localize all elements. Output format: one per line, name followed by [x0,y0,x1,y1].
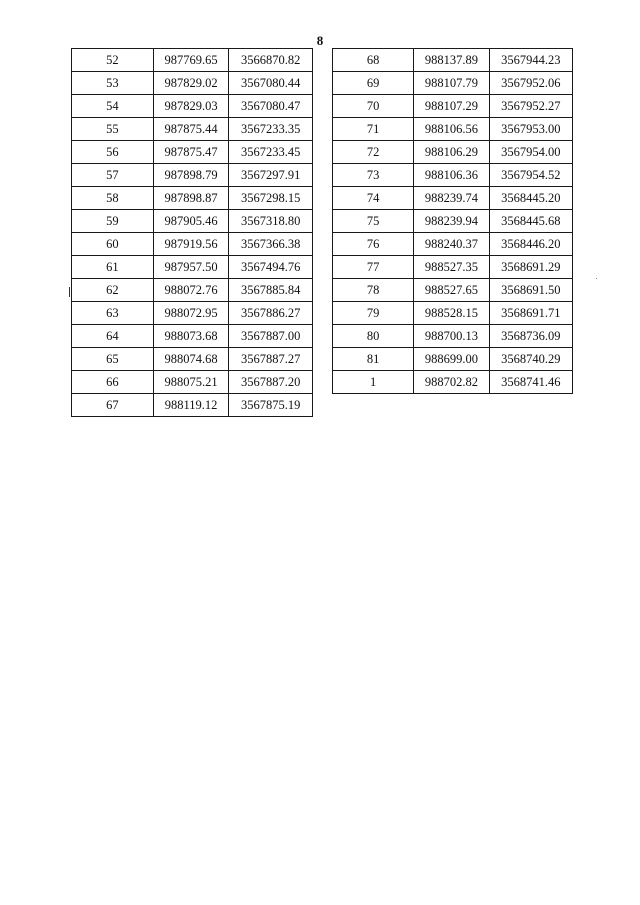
y-coordinate-cell: 3568445.68 [489,210,572,233]
point-number-cell: 81 [333,348,414,371]
y-coordinate-cell: 3567954.52 [489,164,572,187]
table-row [333,187,573,210]
table-row [72,279,313,302]
x-coordinate-cell: 988073.68 [153,325,229,348]
table-row [72,49,313,72]
point-number-cell: 61 [72,256,154,279]
table-row [333,210,573,233]
x-coordinate-cell: 988527.65 [414,279,489,302]
y-coordinate-cell: 3568691.29 [489,256,572,279]
point-number-cell: 79 [333,302,414,325]
point-number-cell: 52 [72,49,154,72]
point-number-cell: 74 [333,187,414,210]
table-body [72,49,313,417]
point-number-cell: 54 [72,95,154,118]
y-coordinate-cell: 3567494.76 [229,256,313,279]
point-number-cell: 76 [333,233,414,256]
x-coordinate-cell: 988528.15 [414,302,489,325]
scan-dot-mark [596,278,597,279]
y-coordinate-cell: 3567297.91 [229,164,313,187]
x-coordinate-cell: 988106.56 [414,118,489,141]
point-number-cell: 80 [333,325,414,348]
table-body [333,49,573,394]
table-row [72,72,313,95]
table-row [333,279,573,302]
point-number-cell: 73 [333,164,414,187]
point-number-cell: 63 [72,302,154,325]
point-number-cell: 56 [72,141,154,164]
x-coordinate-cell: 987875.47 [153,141,229,164]
y-coordinate-cell: 3567886.27 [229,302,313,325]
table-row [333,95,573,118]
x-coordinate-cell: 988119.12 [153,394,229,417]
table-row [333,325,573,348]
point-number-cell: 64 [72,325,154,348]
scan-edge-mark [69,287,70,297]
x-coordinate-cell: 988106.36 [414,164,489,187]
x-coordinate-cell: 987829.02 [153,72,229,95]
x-coordinate-cell: 987905.46 [153,210,229,233]
table-row [333,256,573,279]
x-coordinate-cell: 988527.35 [414,256,489,279]
point-number-cell: 57 [72,164,154,187]
x-coordinate-cell: 987769.65 [153,49,229,72]
table-row [333,302,573,325]
table-row [72,164,313,187]
table-row [72,302,313,325]
point-number-cell: 78 [333,279,414,302]
x-coordinate-cell: 987957.50 [153,256,229,279]
y-coordinate-cell: 3567318.80 [229,210,313,233]
point-number-cell: 55 [72,118,154,141]
table-row [72,210,313,233]
point-number-cell: 72 [333,141,414,164]
x-coordinate-cell: 987829.03 [153,95,229,118]
x-coordinate-cell: 988106.29 [414,141,489,164]
y-coordinate-cell: 3568691.50 [489,279,572,302]
y-coordinate-cell: 3567080.44 [229,72,313,95]
y-coordinate-cell: 3567952.06 [489,72,572,95]
point-number-cell: 58 [72,187,154,210]
table-row [72,256,313,279]
table-row [333,348,573,371]
table-row [72,394,313,417]
y-coordinate-cell: 3567952.27 [489,95,572,118]
point-number-cell: 77 [333,256,414,279]
y-coordinate-cell: 3568741.46 [489,371,572,394]
table-row [333,233,573,256]
x-coordinate-cell: 987919.56 [153,233,229,256]
table-row [333,371,573,394]
x-coordinate-cell: 988107.79 [414,72,489,95]
y-coordinate-cell: 3567233.35 [229,118,313,141]
y-coordinate-cell: 3567887.00 [229,325,313,348]
coordinates-table-left [71,48,313,417]
x-coordinate-cell: 988239.94 [414,210,489,233]
point-number-cell: 71 [333,118,414,141]
table-row [333,141,573,164]
y-coordinate-cell: 3566870.82 [229,49,313,72]
y-coordinate-cell: 3567298.15 [229,187,313,210]
x-coordinate-cell: 988700.13 [414,325,489,348]
table-row [72,118,313,141]
x-coordinate-cell: 988072.76 [153,279,229,302]
table-row [72,141,313,164]
table-row [333,164,573,187]
point-number-cell: 1 [333,371,414,394]
point-number-cell: 59 [72,210,154,233]
y-coordinate-cell: 3567944.23 [489,49,572,72]
y-coordinate-cell: 3568446.20 [489,233,572,256]
y-coordinate-cell: 3568740.29 [489,348,572,371]
point-number-cell: 66 [72,371,154,394]
y-coordinate-cell: 3568736.09 [489,325,572,348]
y-coordinate-cell: 3568445.20 [489,187,572,210]
x-coordinate-cell: 987875.44 [153,118,229,141]
y-coordinate-cell: 3567366.38 [229,233,313,256]
y-coordinate-cell: 3567875.19 [229,394,313,417]
x-coordinate-cell: 987898.79 [153,164,229,187]
table-row [72,348,313,371]
point-number-cell: 67 [72,394,154,417]
y-coordinate-cell: 3567954.00 [489,141,572,164]
x-coordinate-cell: 988074.68 [153,348,229,371]
y-coordinate-cell: 3567233.45 [229,141,313,164]
point-number-cell: 62 [72,279,154,302]
x-coordinate-cell: 988239.74 [414,187,489,210]
table-row [72,187,313,210]
point-number-cell: 53 [72,72,154,95]
y-coordinate-cell: 3567887.27 [229,348,313,371]
table-row [333,72,573,95]
x-coordinate-cell: 988240.37 [414,233,489,256]
table-row [72,371,313,394]
x-coordinate-cell: 988699.00 [414,348,489,371]
y-coordinate-cell: 3567953.00 [489,118,572,141]
y-coordinate-cell: 3567887.20 [229,371,313,394]
y-coordinate-cell: 3567885.84 [229,279,313,302]
table-row [333,118,573,141]
point-number-cell: 70 [333,95,414,118]
x-coordinate-cell: 987898.87 [153,187,229,210]
point-number-cell: 60 [72,233,154,256]
x-coordinate-cell: 988075.21 [153,371,229,394]
coordinates-table-right [332,48,573,394]
table-row [72,95,313,118]
x-coordinate-cell: 988702.82 [414,371,489,394]
point-number-cell: 68 [333,49,414,72]
y-coordinate-cell: 3568691.71 [489,302,572,325]
point-number-cell: 75 [333,210,414,233]
point-number-cell: 65 [72,348,154,371]
x-coordinate-cell: 988137.89 [414,49,489,72]
x-coordinate-cell: 988107.29 [414,95,489,118]
y-coordinate-cell: 3567080.47 [229,95,313,118]
table-row [72,233,313,256]
point-number-cell: 69 [333,72,414,95]
x-coordinate-cell: 988072.95 [153,302,229,325]
page-number: 8 [316,33,324,48]
table-row [333,49,573,72]
table-row [72,325,313,348]
